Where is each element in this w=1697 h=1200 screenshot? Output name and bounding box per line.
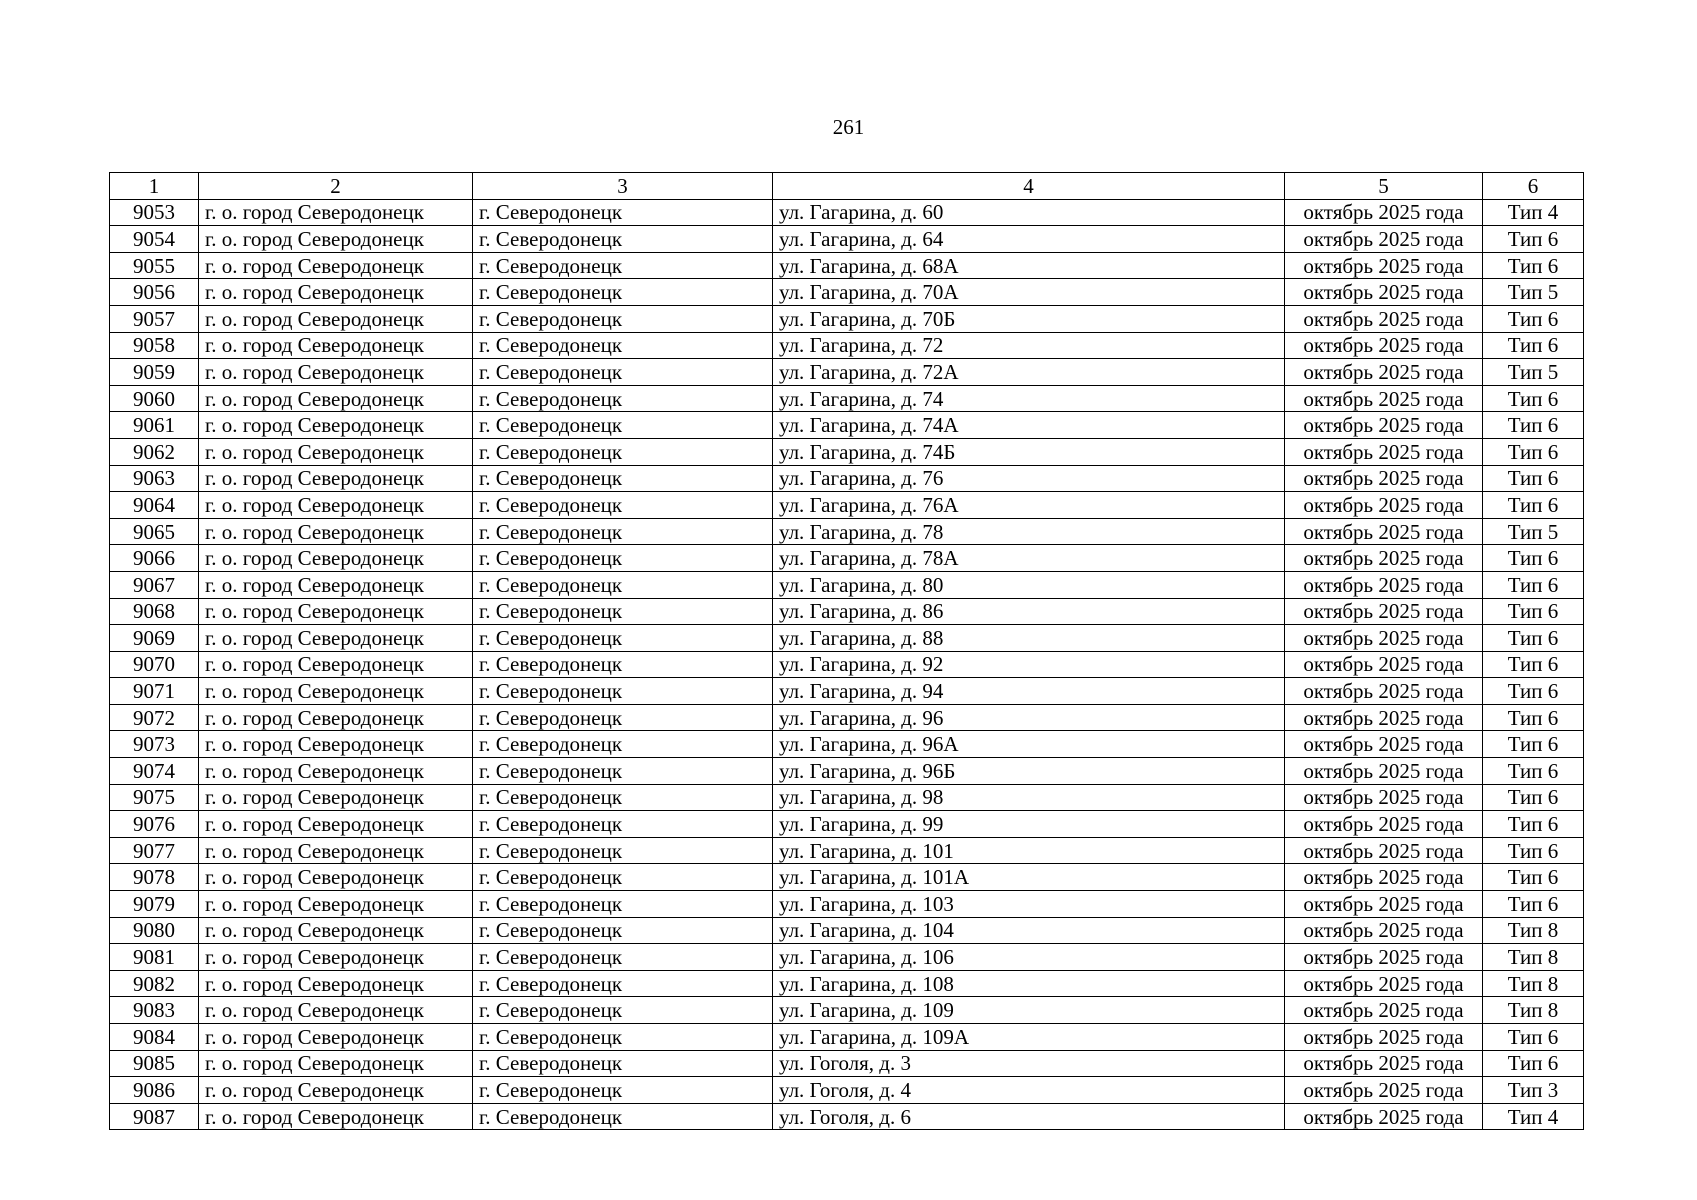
address-cell: ул. Гагарина, д. 109А xyxy=(773,1024,1285,1051)
settlement-cell: г. Северодонецк xyxy=(473,571,773,598)
address-cell: ул. Гагарина, д. 99 xyxy=(773,811,1285,838)
row-number-cell: 9056 xyxy=(110,279,199,306)
municipality-cell: г. о. город Северодонецк xyxy=(199,305,473,332)
table-row xyxy=(110,332,1584,359)
row-number-cell: 9070 xyxy=(110,651,199,678)
row-number-cell: 9074 xyxy=(110,758,199,785)
type-cell: Тип 6 xyxy=(1483,492,1584,519)
row-number-cell: 9058 xyxy=(110,332,199,359)
address-cell: ул. Гагарина, д. 68А xyxy=(773,252,1285,279)
settlement-cell: г. Северодонецк xyxy=(473,438,773,465)
type-cell: Тип 6 xyxy=(1483,625,1584,652)
period-cell: октябрь 2025 года xyxy=(1285,731,1483,758)
type-cell: Тип 8 xyxy=(1483,997,1584,1024)
period-cell: октябрь 2025 года xyxy=(1285,412,1483,439)
municipality-cell: г. о. город Северодонецк xyxy=(199,784,473,811)
address-cell: ул. Гагарина, д. 70А xyxy=(773,279,1285,306)
municipality-cell: г. о. город Северодонецк xyxy=(199,704,473,731)
settlement-cell: г. Северодонецк xyxy=(473,226,773,253)
address-cell: ул. Гагарина, д. 86 xyxy=(773,598,1285,625)
page-number: 261 xyxy=(832,115,865,139)
municipality-cell: г. о. город Северодонецк xyxy=(199,970,473,997)
address-cell: ул. Гагарина, д. 78 xyxy=(773,518,1285,545)
municipality-cell: г. о. город Северодонецк xyxy=(199,917,473,944)
type-cell: Тип 6 xyxy=(1483,784,1584,811)
settlement-cell: г. Северодонецк xyxy=(473,385,773,412)
municipality-cell: г. о. город Северодонецк xyxy=(199,997,473,1024)
type-cell: Тип 6 xyxy=(1483,678,1584,705)
table-row xyxy=(110,518,1584,545)
municipality-cell: г. о. город Северодонецк xyxy=(199,332,473,359)
period-cell: октябрь 2025 года xyxy=(1285,997,1483,1024)
period-cell: октябрь 2025 года xyxy=(1285,252,1483,279)
type-cell: Тип 6 xyxy=(1483,226,1584,253)
table-row xyxy=(110,1024,1584,1051)
row-number-cell: 9055 xyxy=(110,252,199,279)
settlement-cell: г. Северодонецк xyxy=(473,678,773,705)
row-number-cell: 9072 xyxy=(110,704,199,731)
period-cell: октябрь 2025 года xyxy=(1285,784,1483,811)
type-cell: Тип 6 xyxy=(1483,704,1584,731)
address-cell: ул. Гагарина, д. 103 xyxy=(773,891,1285,918)
settlement-cell: г. Северодонецк xyxy=(473,598,773,625)
table-row xyxy=(110,465,1584,492)
row-number-cell: 9062 xyxy=(110,438,199,465)
period-cell: октябрь 2025 года xyxy=(1285,704,1483,731)
settlement-cell: г. Северодонецк xyxy=(473,518,773,545)
period-cell: октябрь 2025 года xyxy=(1285,199,1483,226)
type-cell: Тип 6 xyxy=(1483,438,1584,465)
table-row xyxy=(110,279,1584,306)
period-cell: октябрь 2025 года xyxy=(1285,625,1483,652)
row-number-cell: 9087 xyxy=(110,1103,199,1130)
table-row xyxy=(110,837,1584,864)
type-cell: Тип 6 xyxy=(1483,837,1584,864)
period-cell: октябрь 2025 года xyxy=(1285,651,1483,678)
type-cell: Тип 6 xyxy=(1483,864,1584,891)
address-cell: ул. Гагарина, д. 101 xyxy=(773,837,1285,864)
type-cell: Тип 6 xyxy=(1483,598,1584,625)
type-cell: Тип 6 xyxy=(1483,412,1584,439)
row-number-cell: 9069 xyxy=(110,625,199,652)
table-row xyxy=(110,598,1584,625)
municipality-cell: г. о. город Северодонецк xyxy=(199,625,473,652)
type-cell: Тип 6 xyxy=(1483,252,1584,279)
settlement-cell: г. Северодонецк xyxy=(473,864,773,891)
type-cell: Тип 6 xyxy=(1483,571,1584,598)
period-cell: октябрь 2025 года xyxy=(1285,891,1483,918)
municipality-cell: г. о. город Северодонецк xyxy=(199,518,473,545)
column-header-5: 5 xyxy=(1285,173,1483,200)
address-cell: ул. Гагарина, д. 108 xyxy=(773,970,1285,997)
type-cell: Тип 8 xyxy=(1483,917,1584,944)
column-header-3: 3 xyxy=(473,173,773,200)
row-number-cell: 9065 xyxy=(110,518,199,545)
municipality-cell: г. о. город Северодонецк xyxy=(199,571,473,598)
municipality-cell: г. о. город Северодонецк xyxy=(199,758,473,785)
settlement-cell: г. Северодонецк xyxy=(473,891,773,918)
address-cell: ул. Гагарина, д. 98 xyxy=(773,784,1285,811)
period-cell: октябрь 2025 года xyxy=(1285,970,1483,997)
row-number-cell: 9075 xyxy=(110,784,199,811)
row-number-cell: 9073 xyxy=(110,731,199,758)
address-cell: ул. Гагарина, д. 96 xyxy=(773,704,1285,731)
municipality-cell: г. о. город Северодонецк xyxy=(199,226,473,253)
address-cell: ул. Гагарина, д. 72 xyxy=(773,332,1285,359)
address-cell: ул. Гагарина, д. 101А xyxy=(773,864,1285,891)
row-number-cell: 9067 xyxy=(110,571,199,598)
row-number-cell: 9083 xyxy=(110,997,199,1024)
type-cell: Тип 6 xyxy=(1483,332,1584,359)
settlement-cell: г. Северодонецк xyxy=(473,1050,773,1077)
table-row xyxy=(110,1050,1584,1077)
type-cell: Тип 8 xyxy=(1483,944,1584,971)
column-header-6: 6 xyxy=(1483,173,1584,200)
period-cell: октябрь 2025 года xyxy=(1285,571,1483,598)
table-row xyxy=(110,731,1584,758)
settlement-cell: г. Северодонецк xyxy=(473,412,773,439)
address-cell: ул. Гагарина, д. 109 xyxy=(773,997,1285,1024)
settlement-cell: г. Северодонецк xyxy=(473,997,773,1024)
type-cell: Тип 4 xyxy=(1483,199,1584,226)
row-number-cell: 9068 xyxy=(110,598,199,625)
address-cell: ул. Гагарина, д. 64 xyxy=(773,226,1285,253)
type-cell: Тип 8 xyxy=(1483,970,1584,997)
row-number-cell: 9076 xyxy=(110,811,199,838)
type-cell: Тип 6 xyxy=(1483,1050,1584,1077)
row-number-cell: 9079 xyxy=(110,891,199,918)
type-cell: Тип 6 xyxy=(1483,651,1584,678)
row-number-cell: 9059 xyxy=(110,359,199,386)
municipality-cell: г. о. город Северодонецк xyxy=(199,279,473,306)
municipality-cell: г. о. город Северодонецк xyxy=(199,385,473,412)
column-header-1: 1 xyxy=(110,173,199,200)
table-row xyxy=(110,970,1584,997)
table-row xyxy=(110,359,1584,386)
table-row xyxy=(110,997,1584,1024)
table-row xyxy=(110,199,1584,226)
table-row xyxy=(110,784,1584,811)
municipality-cell: г. о. город Северодонецк xyxy=(199,252,473,279)
period-cell: октябрь 2025 года xyxy=(1285,598,1483,625)
settlement-cell: г. Северодонецк xyxy=(473,465,773,492)
address-cell: ул. Гагарина, д. 104 xyxy=(773,917,1285,944)
type-cell: Тип 3 xyxy=(1483,1077,1584,1104)
row-number-cell: 9061 xyxy=(110,412,199,439)
period-cell: октябрь 2025 года xyxy=(1285,758,1483,785)
type-cell: Тип 6 xyxy=(1483,385,1584,412)
settlement-cell: г. Северодонецк xyxy=(473,651,773,678)
row-number-cell: 9064 xyxy=(110,492,199,519)
municipality-cell: г. о. город Северодонецк xyxy=(199,1077,473,1104)
period-cell: октябрь 2025 года xyxy=(1285,359,1483,386)
table-row xyxy=(110,704,1584,731)
address-cell: ул. Гагарина, д. 76А xyxy=(773,492,1285,519)
address-cell: ул. Гагарина, д. 80 xyxy=(773,571,1285,598)
address-cell: ул. Гагарина, д. 96А xyxy=(773,731,1285,758)
table-row xyxy=(110,385,1584,412)
settlement-cell: г. Северодонецк xyxy=(473,332,773,359)
period-cell: октябрь 2025 года xyxy=(1285,492,1483,519)
period-cell: октябрь 2025 года xyxy=(1285,279,1483,306)
type-cell: Тип 6 xyxy=(1483,811,1584,838)
settlement-cell: г. Северодонецк xyxy=(473,359,773,386)
row-number-cell: 9057 xyxy=(110,305,199,332)
municipality-cell: г. о. город Северодонецк xyxy=(199,412,473,439)
period-cell: октябрь 2025 года xyxy=(1285,1077,1483,1104)
address-cell: ул. Гоголя, д. 3 xyxy=(773,1050,1285,1077)
period-cell: октябрь 2025 года xyxy=(1285,385,1483,412)
period-cell: октябрь 2025 года xyxy=(1285,438,1483,465)
period-cell: октябрь 2025 года xyxy=(1285,518,1483,545)
row-number-cell: 9066 xyxy=(110,545,199,572)
period-cell: октябрь 2025 года xyxy=(1285,917,1483,944)
settlement-cell: г. Северодонецк xyxy=(473,252,773,279)
type-cell: Тип 5 xyxy=(1483,279,1584,306)
period-cell: октябрь 2025 года xyxy=(1285,837,1483,864)
address-cell: ул. Гоголя, д. 6 xyxy=(773,1103,1285,1130)
type-cell: Тип 6 xyxy=(1483,731,1584,758)
row-number-cell: 9080 xyxy=(110,917,199,944)
period-cell: октябрь 2025 года xyxy=(1285,678,1483,705)
table-row xyxy=(110,811,1584,838)
table-row xyxy=(110,678,1584,705)
column-header-4: 4 xyxy=(773,173,1285,200)
address-cell: ул. Гагарина, д. 96Б xyxy=(773,758,1285,785)
municipality-cell: г. о. город Северодонецк xyxy=(199,545,473,572)
settlement-cell: г. Северодонецк xyxy=(473,837,773,864)
table-row xyxy=(110,492,1584,519)
row-number-cell: 9085 xyxy=(110,1050,199,1077)
table-row xyxy=(110,917,1584,944)
municipality-cell: г. о. город Северодонецк xyxy=(199,864,473,891)
table-row xyxy=(110,625,1584,652)
municipality-cell: г. о. город Северодонецк xyxy=(199,837,473,864)
row-number-cell: 9053 xyxy=(110,199,199,226)
table-row xyxy=(110,944,1584,971)
settlement-cell: г. Северодонецк xyxy=(473,492,773,519)
settlement-cell: г. Северодонецк xyxy=(473,199,773,226)
municipality-cell: г. о. город Северодонецк xyxy=(199,598,473,625)
municipality-cell: г. о. город Северодонецк xyxy=(199,359,473,386)
period-cell: октябрь 2025 года xyxy=(1285,864,1483,891)
type-cell: Тип 5 xyxy=(1483,518,1584,545)
address-cell: ул. Гагарина, д. 74 xyxy=(773,385,1285,412)
period-cell: октябрь 2025 года xyxy=(1285,545,1483,572)
period-cell: октябрь 2025 года xyxy=(1285,1024,1483,1051)
settlement-cell: г. Северодонецк xyxy=(473,545,773,572)
municipality-cell: г. о. город Северодонецк xyxy=(199,465,473,492)
address-cell: ул. Гагарина, д. 92 xyxy=(773,651,1285,678)
period-cell: октябрь 2025 года xyxy=(1285,1050,1483,1077)
settlement-cell: г. Северодонецк xyxy=(473,917,773,944)
row-number-cell: 9060 xyxy=(110,385,199,412)
type-cell: Тип 4 xyxy=(1483,1103,1584,1130)
table-row xyxy=(110,545,1584,572)
settlement-cell: г. Северодонецк xyxy=(473,305,773,332)
table-body xyxy=(110,199,1584,1130)
settlement-cell: г. Северодонецк xyxy=(473,811,773,838)
table-row xyxy=(110,758,1584,785)
type-cell: Тип 6 xyxy=(1483,305,1584,332)
address-cell: ул. Гагарина, д. 74Б xyxy=(773,438,1285,465)
table-row xyxy=(110,864,1584,891)
row-number-cell: 9078 xyxy=(110,864,199,891)
type-cell: Тип 6 xyxy=(1483,891,1584,918)
municipality-cell: г. о. город Северодонецк xyxy=(199,1103,473,1130)
table-row xyxy=(110,252,1584,279)
table-row xyxy=(110,891,1584,918)
row-number-cell: 9086 xyxy=(110,1077,199,1104)
table-row xyxy=(110,226,1584,253)
municipality-cell: г. о. город Северодонецк xyxy=(199,891,473,918)
municipality-cell: г. о. город Северодонецк xyxy=(199,1024,473,1051)
table-row xyxy=(110,1103,1584,1130)
period-cell: октябрь 2025 года xyxy=(1285,226,1483,253)
address-cell: ул. Гагарина, д. 60 xyxy=(773,199,1285,226)
housing-register-table xyxy=(109,172,1584,1130)
period-cell: октябрь 2025 года xyxy=(1285,944,1483,971)
address-cell: ул. Гагарина, д. 74А xyxy=(773,412,1285,439)
municipality-cell: г. о. город Северодонецк xyxy=(199,199,473,226)
municipality-cell: г. о. город Северодонецк xyxy=(199,944,473,971)
row-number-cell: 9081 xyxy=(110,944,199,971)
municipality-cell: г. о. город Северодонецк xyxy=(199,678,473,705)
table-row xyxy=(110,571,1584,598)
municipality-cell: г. о. город Северодонецк xyxy=(199,492,473,519)
row-number-cell: 9077 xyxy=(110,837,199,864)
settlement-cell: г. Северодонецк xyxy=(473,1024,773,1051)
settlement-cell: г. Северодонецк xyxy=(473,970,773,997)
type-cell: Тип 6 xyxy=(1483,465,1584,492)
table-row xyxy=(110,412,1584,439)
settlement-cell: г. Северодонецк xyxy=(473,1103,773,1130)
type-cell: Тип 6 xyxy=(1483,758,1584,785)
municipality-cell: г. о. город Северодонецк xyxy=(199,438,473,465)
period-cell: октябрь 2025 года xyxy=(1285,465,1483,492)
settlement-cell: г. Северодонецк xyxy=(473,784,773,811)
type-cell: Тип 5 xyxy=(1483,359,1584,386)
address-cell: ул. Гагарина, д. 88 xyxy=(773,625,1285,652)
municipality-cell: г. о. город Северодонецк xyxy=(199,651,473,678)
table-row xyxy=(110,651,1584,678)
municipality-cell: г. о. город Северодонецк xyxy=(199,1050,473,1077)
address-cell: ул. Гагарина, д. 106 xyxy=(773,944,1285,971)
address-cell: ул. Гагарина, д. 76 xyxy=(773,465,1285,492)
row-number-cell: 9084 xyxy=(110,1024,199,1051)
address-cell: ул. Гагарина, д. 72А xyxy=(773,359,1285,386)
address-cell: ул. Гагарина, д. 78А xyxy=(773,545,1285,572)
period-cell: октябрь 2025 года xyxy=(1285,1103,1483,1130)
settlement-cell: г. Северодонецк xyxy=(473,731,773,758)
table-row xyxy=(110,438,1584,465)
address-cell: ул. Гагарина, д. 94 xyxy=(773,678,1285,705)
settlement-cell: г. Северодонецк xyxy=(473,279,773,306)
row-number-cell: 9082 xyxy=(110,970,199,997)
settlement-cell: г. Северодонецк xyxy=(473,1077,773,1104)
municipality-cell: г. о. город Северодонецк xyxy=(199,731,473,758)
settlement-cell: г. Северодонецк xyxy=(473,625,773,652)
period-cell: октябрь 2025 года xyxy=(1285,305,1483,332)
period-cell: октябрь 2025 года xyxy=(1285,332,1483,359)
type-cell: Тип 6 xyxy=(1483,545,1584,572)
period-cell: октябрь 2025 года xyxy=(1285,811,1483,838)
address-cell: ул. Гагарина, д. 70Б xyxy=(773,305,1285,332)
type-cell: Тип 6 xyxy=(1483,1024,1584,1051)
settlement-cell: г. Северодонецк xyxy=(473,704,773,731)
municipality-cell: г. о. город Северодонецк xyxy=(199,811,473,838)
row-number-cell: 9054 xyxy=(110,226,199,253)
row-number-cell: 9071 xyxy=(110,678,199,705)
column-number-row xyxy=(110,173,1584,200)
settlement-cell: г. Северодонецк xyxy=(473,758,773,785)
table-row xyxy=(110,1077,1584,1104)
row-number-cell: 9063 xyxy=(110,465,199,492)
settlement-cell: г. Северодонецк xyxy=(473,944,773,971)
table-row xyxy=(110,305,1584,332)
column-header-2: 2 xyxy=(199,173,473,200)
address-cell: ул. Гоголя, д. 4 xyxy=(773,1077,1285,1104)
